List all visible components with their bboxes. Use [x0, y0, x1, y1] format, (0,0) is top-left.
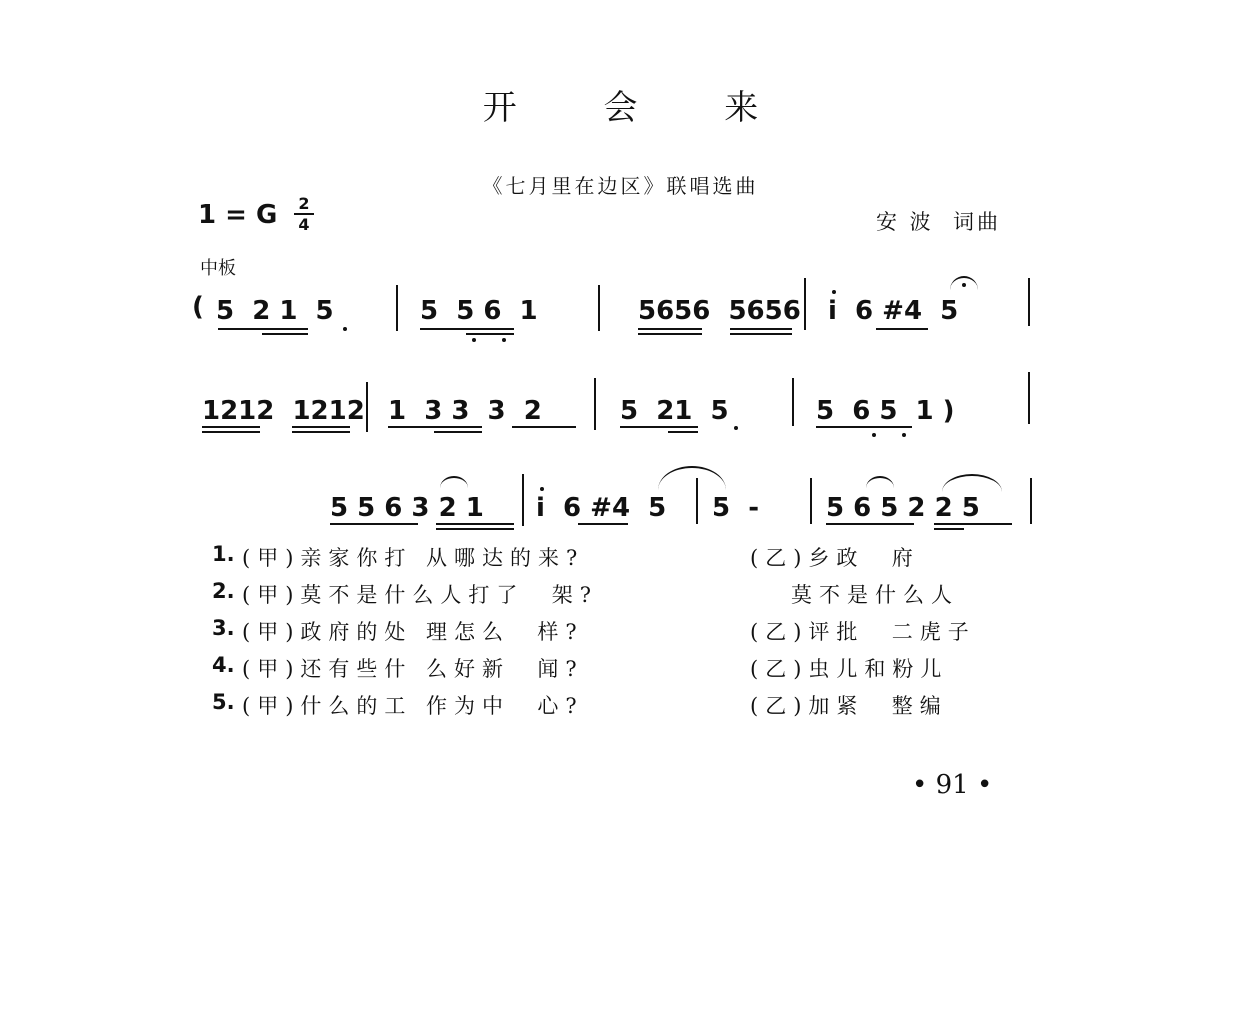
- underline: [730, 328, 792, 330]
- lyric-line-a: (甲)什么的工 作为中 心?: [242, 694, 584, 718]
- lyric-line-b: (乙)虫儿和粉儿: [750, 657, 949, 681]
- barline: [1030, 478, 1032, 524]
- lyric-line-b: (乙)评批 二虎子: [750, 620, 976, 644]
- lyric-line-a: (甲)还有些什 么好新 闻?: [242, 657, 584, 681]
- underline: [330, 523, 418, 525]
- underline: [876, 328, 928, 330]
- underline: [202, 426, 260, 428]
- lyric-line-a: (甲)亲家你打 从哪达的来?: [242, 546, 585, 570]
- barline: [522, 474, 524, 526]
- tie-arc: [658, 466, 726, 490]
- line1-measure1: 5 2 1 5: [216, 296, 334, 326]
- verse-number: 3.: [212, 616, 235, 640]
- underline: [292, 426, 350, 428]
- meter-denominator: 4: [298, 215, 310, 234]
- lyric-line-b: (乙)乡政 府: [750, 546, 920, 570]
- line1-measure4: i 6 #4 5: [828, 296, 959, 326]
- line1-measure2: 5 5 6 1: [420, 296, 538, 326]
- underline: [292, 431, 350, 433]
- page-number: • 91 •: [912, 770, 993, 800]
- song-subtitle: 《七月里在边区》联唱选曲: [482, 174, 759, 198]
- barline: [804, 278, 806, 330]
- underline: [218, 328, 308, 330]
- verse-number: 4.: [212, 653, 235, 677]
- meter-numerator: 2: [298, 194, 310, 213]
- barline: [366, 382, 368, 432]
- verse-number: 1.: [212, 542, 235, 566]
- verse-number: 2.: [212, 579, 235, 603]
- line3-measure4: 5 6 5 2 2 5: [826, 493, 980, 523]
- underline: [434, 431, 482, 433]
- barline: [696, 478, 698, 524]
- line2-measure4: 5 6 5 1 ): [816, 396, 955, 426]
- key-signature: 1 = G: [198, 200, 278, 230]
- lyric-line-b: (乙)加紧 整编: [750, 694, 948, 718]
- underline: [512, 426, 576, 428]
- underline: [262, 333, 308, 335]
- line3-measure3: 5 -: [712, 493, 759, 523]
- lyric-line-a: (甲)政府的处 理怎么 样?: [242, 620, 584, 644]
- barline: [810, 478, 812, 524]
- barline: [792, 378, 794, 426]
- song-title: 开 会 来: [482, 88, 797, 128]
- author-credit: 安 波 词曲: [876, 210, 1002, 234]
- underline: [934, 528, 964, 530]
- underline: [436, 523, 514, 525]
- barline: [594, 378, 596, 430]
- low-octave-dot: [734, 426, 738, 430]
- low-octave-dot: [343, 327, 347, 331]
- line1-measure3: 5656 5656: [638, 296, 801, 326]
- underline: [638, 328, 702, 330]
- low-octave-dot: [872, 433, 876, 437]
- lyric-line-a: (甲)莫不是什么人打了 架?: [242, 583, 598, 607]
- line2-measure1: 1212 1212: [202, 396, 365, 426]
- verse-number: 5.: [212, 690, 235, 714]
- underline: [730, 333, 792, 335]
- line2-measure3: 5 21 5: [620, 396, 729, 426]
- high-octave-dot: [832, 290, 836, 294]
- underline: [934, 523, 1012, 525]
- line3-measure1: 5 5 6 3 2 1: [330, 493, 484, 523]
- underline: [826, 523, 914, 525]
- slur: [440, 476, 468, 488]
- underline: [638, 333, 702, 335]
- tempo-marking: 中板: [200, 258, 236, 279]
- barline: [1028, 372, 1030, 424]
- underline: [578, 523, 628, 525]
- underline: [202, 431, 260, 433]
- underline: [668, 431, 698, 433]
- underline: [620, 426, 698, 428]
- time-signature: [294, 195, 314, 233]
- barline: [396, 285, 398, 331]
- underline: [420, 328, 514, 330]
- slur: [942, 474, 1002, 492]
- paren-open: (: [192, 292, 204, 322]
- high-octave-dot: [540, 487, 544, 491]
- lyric-line-b: 莫不是什么人: [750, 583, 960, 607]
- underline: [466, 333, 514, 335]
- underline: [816, 426, 912, 428]
- low-octave-dot: [502, 338, 506, 342]
- low-octave-dot: [472, 338, 476, 342]
- low-octave-dot: [902, 433, 906, 437]
- line3-measure2: i 6 #4 5: [536, 493, 667, 523]
- line2-measure2: 1 3 3 3 2: [388, 396, 542, 426]
- barline: [1028, 278, 1030, 326]
- fermata-dot: [962, 283, 966, 287]
- barline: [598, 285, 600, 331]
- underline: [388, 426, 482, 428]
- underline: [436, 528, 514, 530]
- slur: [866, 476, 894, 488]
